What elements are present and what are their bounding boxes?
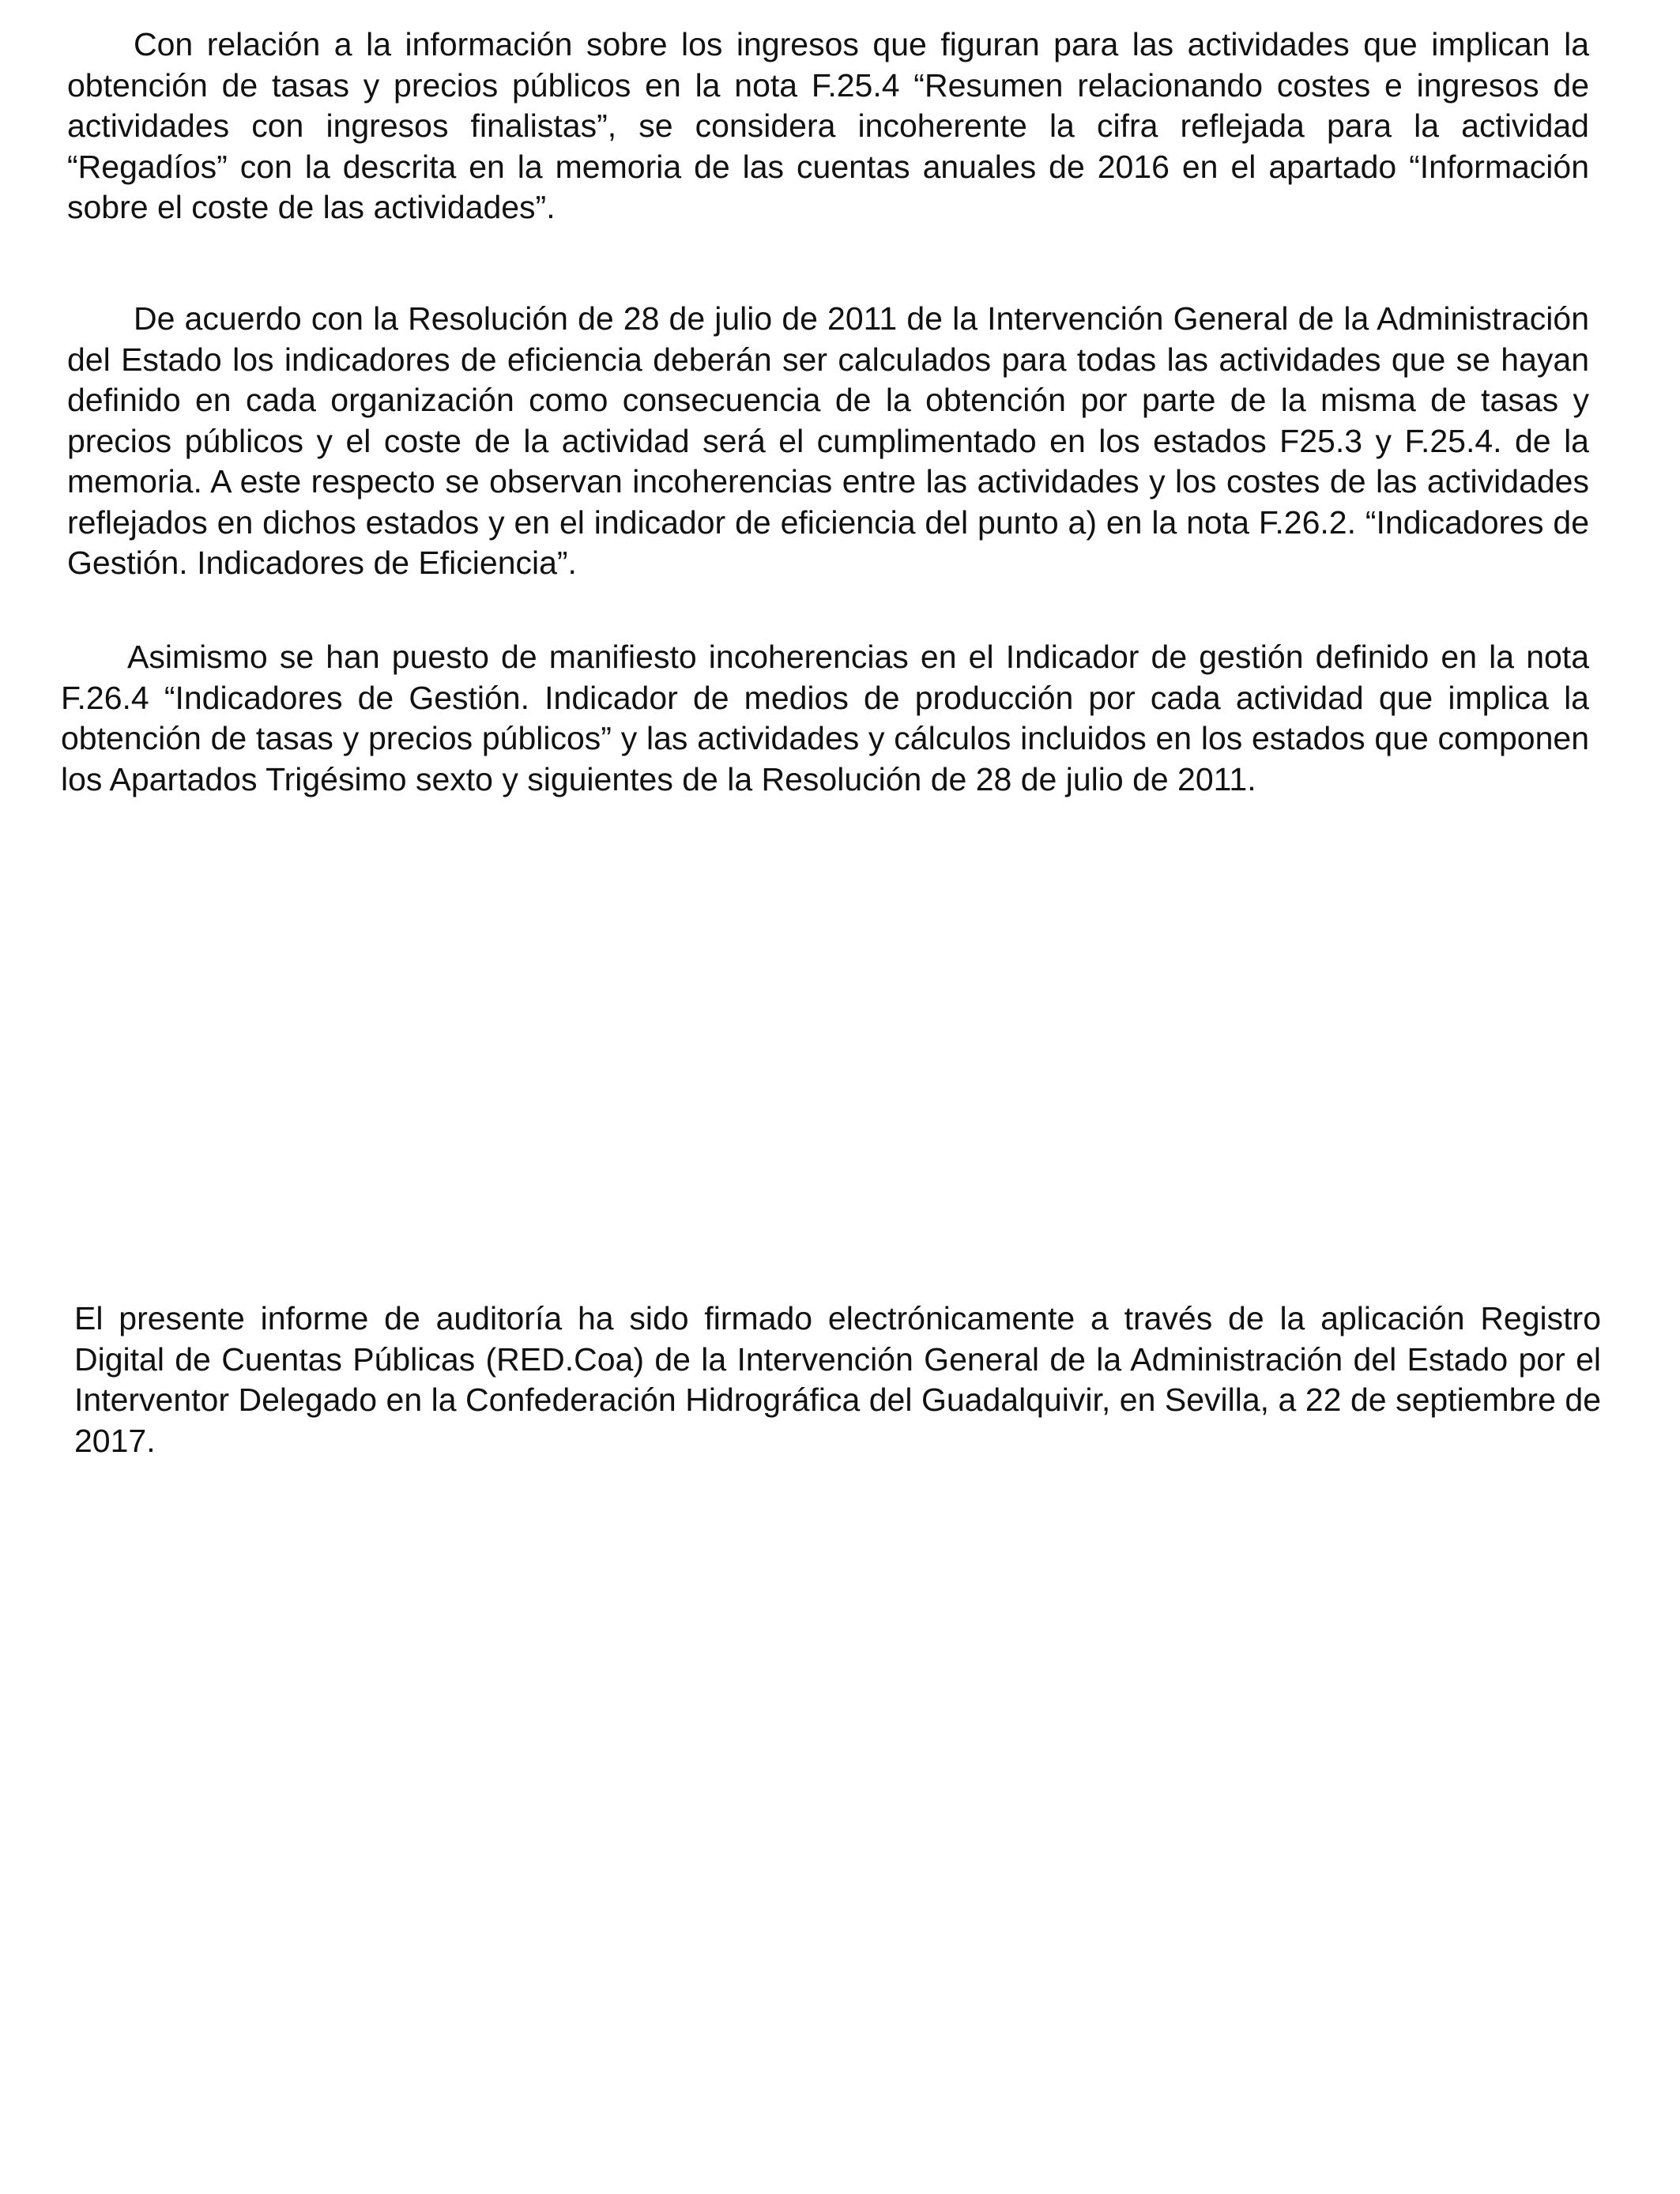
signature-note: El presente informe de auditoría ha sido firmado electrónicamente a través de la aplicación Registro Digital de Cuentas Públicas (RED.Coa) de la Intervención General de la Administración del Estado por el Interventor Delegado en la Confederación Hidrográfica del Guadalquivir, en Sevilla, a 22 de septiembre de 2017. xyxy=(74,1300,1601,1459)
paragraph-ingresos-regadios: Con relación a la información sobre los ingresos que figuran para las actividades que implican la obtención de tasas y precios públicos en la nota F.25.4 “Resumen relacionando costes e ingresos de actividades con ingresos finalistas”, se considera incoherente la cifra reflejada para la actividad “Regadíos” con la descrita en la memoria de las cuentas anuales de 2016 en el apartado “Información sobre el coste de las actividades”. xyxy=(67,26,1589,225)
paragraph-indicador-medios-produccion: Asimismo se han puesto de manifiesto incoherencias en el Indicador de gestión definido en la nota F.26.4 “Indicadores de Gestión. Indicador de medios de producción por cada actividad que implica la obtención de tasas y precios públicos” y las actividades y cálculos incluidos en los estados que componen los Apartados Trigésimo sexto y siguientes de la Resolución de 28 de julio de 2011. xyxy=(61,639,1589,797)
paragraph-indicadores-eficiencia: De acuerdo con la Resolución de 28 de julio de 2011 de la Intervención General de la Administración del Estado los indicadores de eficiencia deberán ser calculados para todas las actividades que se hayan definido en cada organización como consecuencia de la obtención por parte de la misma de tasas y precios públicos y el coste de la actividad será el cumplimentado en los estados F25.3 y F.25.4. de la memoria. A este respecto se observan incoherencias entre las actividades y los costes de las actividades reflejados en dichos estados y en el indicador de eficiencia del punto a) en la nota F.26.2. “Indicadores de Gestión. Indicadores de Eficiencia”. xyxy=(67,300,1589,581)
